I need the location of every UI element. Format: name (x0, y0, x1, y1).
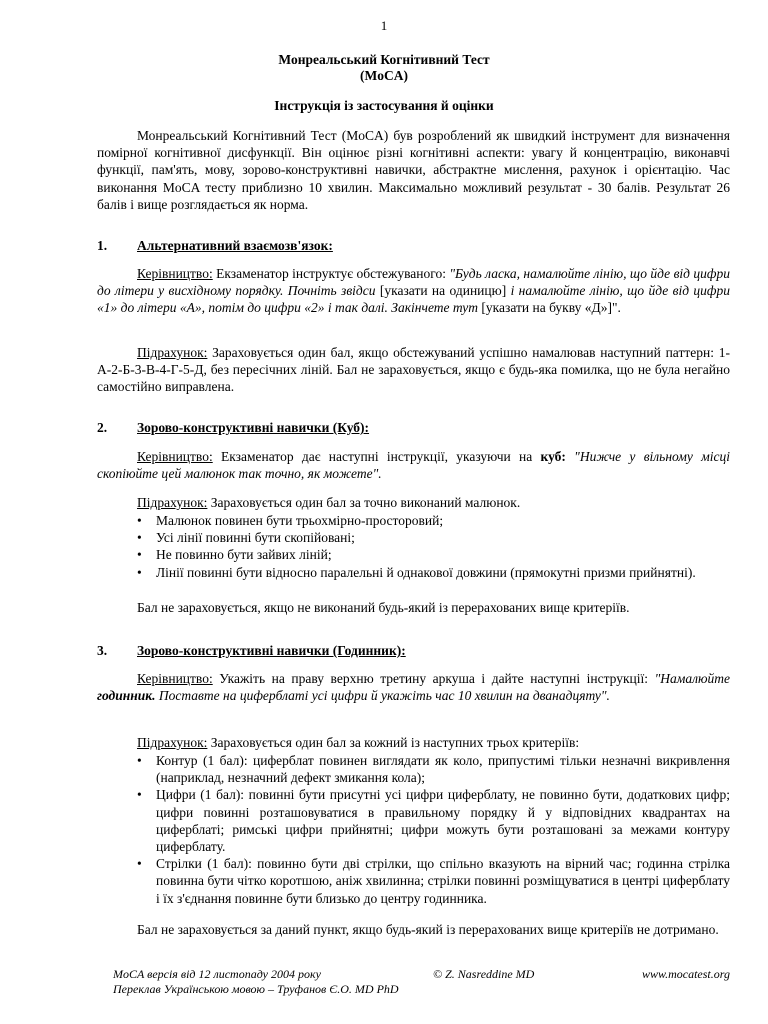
scoring-text: Зараховується один бал за точно виконаний малюнок. (207, 495, 521, 510)
section-1-heading (97, 238, 333, 254)
section-number: 1. (97, 238, 108, 253)
instruction-quote: "Будь ласка, намалюйте лінію, що йде від цифри до літери у висхідному порядку. Почніть звідси (97, 266, 730, 299)
section-2-scoring (97, 494, 730, 511)
document-title-abbrev: (MoCA) (360, 68, 408, 83)
page-number: 1 (380, 18, 388, 33)
footer-copyright: © Z. Nasreddine MD (433, 967, 535, 981)
instruction-quote: Поставте на циферблаті усі цифри й укажіть час 10 хвилин на дванадцяту". (155, 688, 610, 704)
instruction-bold: куб: (540, 449, 566, 464)
instruction-text: Екзаменатор інструктує обстежуваного: (212, 266, 450, 281)
section-2-instruction (97, 448, 730, 482)
instruction-label: Керівництво: (137, 671, 213, 686)
instruction-label: Керівництво: (137, 266, 213, 281)
instruction-label: Керівництво: (137, 449, 213, 464)
footer-website: www.mocatest.org (641, 967, 730, 981)
intro-paragraph: Монреальський Когнітивний Тест (MoCA) був розроблений як швидкий інструмент для визначення помірної когнітивної дисфункції. Він оцінює різні когнітивні аспекти: увагу й концентрацію, виконавчі функції, пам'ять, мову, зорово-конструктивні навички, абстрактне мислення, рахунок і орієнтацію. Час виконання MoCA тесту приблизно 10 хвилин. Максимально можливий результат - 30 балів. Результат 26 балів і вище розглядається як норма. (97, 128, 730, 212)
instruction-text: Укажіть на праву верхню третину аркуша і дайте наступні інструкції: (212, 671, 655, 686)
section-1-instruction (97, 265, 730, 317)
list-item: • Контур (1 бал): циферблат повинен виглядати як коло, припустимі тільки незначні викривлення (наприклад, незначний дефект змикання кола); (137, 752, 730, 786)
instruction-quote: "Нижче у вільному місці скопіюйте цей малюнок так точно, як можете". (97, 449, 731, 482)
instruction-text: Екзаменатор дає наступні інструкції, указуючи на (212, 449, 541, 464)
scoring-text: Зараховується один бал за кожний із наступних трьох критеріїв: (207, 735, 580, 750)
instruction-quote: "Намалюйте (654, 671, 730, 686)
instruction-quote: і намалюйте лінію, що йде від цифри «1» до літери «А», потім до цифри «2» і так далі. Закінчете тут (97, 283, 730, 316)
instruction-bracket: [указати на букву «Д»]". (478, 300, 621, 316)
section-3-scoring (97, 734, 730, 751)
section-title: Зорово-конструктивні навички (Куб): (137, 420, 370, 435)
footer-version: MoCA версія від 12 листопаду 2004 року (113, 967, 321, 981)
scoring-label: Підрахунок: (137, 345, 208, 360)
section-title: Альтернативний взаємозв'язок: (137, 238, 333, 253)
section-3-closing: Бал не зараховується за даний пункт, якщо будь-який із перерахованих вище критеріїв не дотримано. (137, 922, 719, 937)
instruction-bracket: [указати на одиницю] (375, 283, 511, 299)
scoring-label: Підрахунок: (137, 735, 208, 750)
scoring-text: Зараховується один бал, якщо обстежуваний успішно намалював наступний паттерн: 1-А-2-Б-3-В-4-Г-5-Д, без пересічних ліній. Бал не зараховується, якщо є будь-яка помилка, що не була негайно самостійно виправлена. (97, 345, 730, 395)
section-2-heading (97, 420, 369, 436)
footer (113, 967, 730, 997)
scoring-label: Підрахунок: (137, 495, 208, 510)
section-2-closing: Бал не зараховується, якщо не виконаний будь-який із перерахованих вище критеріїв. (137, 600, 630, 615)
list-item: • Лінії повинні бути відносно паралельні й однакової довжини (прямокутні призми прийнятні). (137, 564, 730, 581)
section-2-criteria-list (137, 512, 730, 581)
document-title: Монреальський Когнітивний Тест (278, 52, 490, 67)
section-3-instruction (97, 670, 730, 704)
document-subtitle: Інструкція із застосування й оцінки (274, 98, 494, 113)
section-title: Зорово-конструктивні навички (Годинник): (137, 643, 406, 658)
list-item: • Усі лінії повинні бути скопійовані; (137, 529, 730, 546)
section-3-criteria-list (137, 752, 730, 907)
section-number: 2. (97, 420, 108, 435)
section-1-scoring (97, 344, 730, 396)
list-item: • Цифри (1 бал): повинні бути присутні усі цифри циферблату, не повинно бути, додаткових цифр; цифри повинні розташовуватися в правильному порядку й у відповідних квадрантах на циферблаті; римські цифри прийнятні; цифри можуть бути розташовані за межами контуру циферблату. (137, 786, 730, 855)
list-item: • Малюнок повинен бути трьохмірно-просторовий; (137, 512, 730, 529)
instruction-bold: годинник. (97, 688, 156, 704)
footer-translation: Переклав Українською мовою – Труфанов Є.О. MD PhD (113, 982, 399, 996)
list-item: • Не повинно бути зайвих ліній; (137, 546, 730, 563)
list-item: • Стрілки (1 бал): повинно бути дві стрілки, що спільно вказують на вірний час; годинна стрілка повинна бути чітко коротшою, аніж хвилинна; стрілки повинні розміщуватися в центрі циферблату і їх з'єднання повинне бути близько до центру годинника. (137, 855, 730, 907)
section-number: 3. (97, 643, 108, 658)
section-3-heading (97, 643, 406, 659)
